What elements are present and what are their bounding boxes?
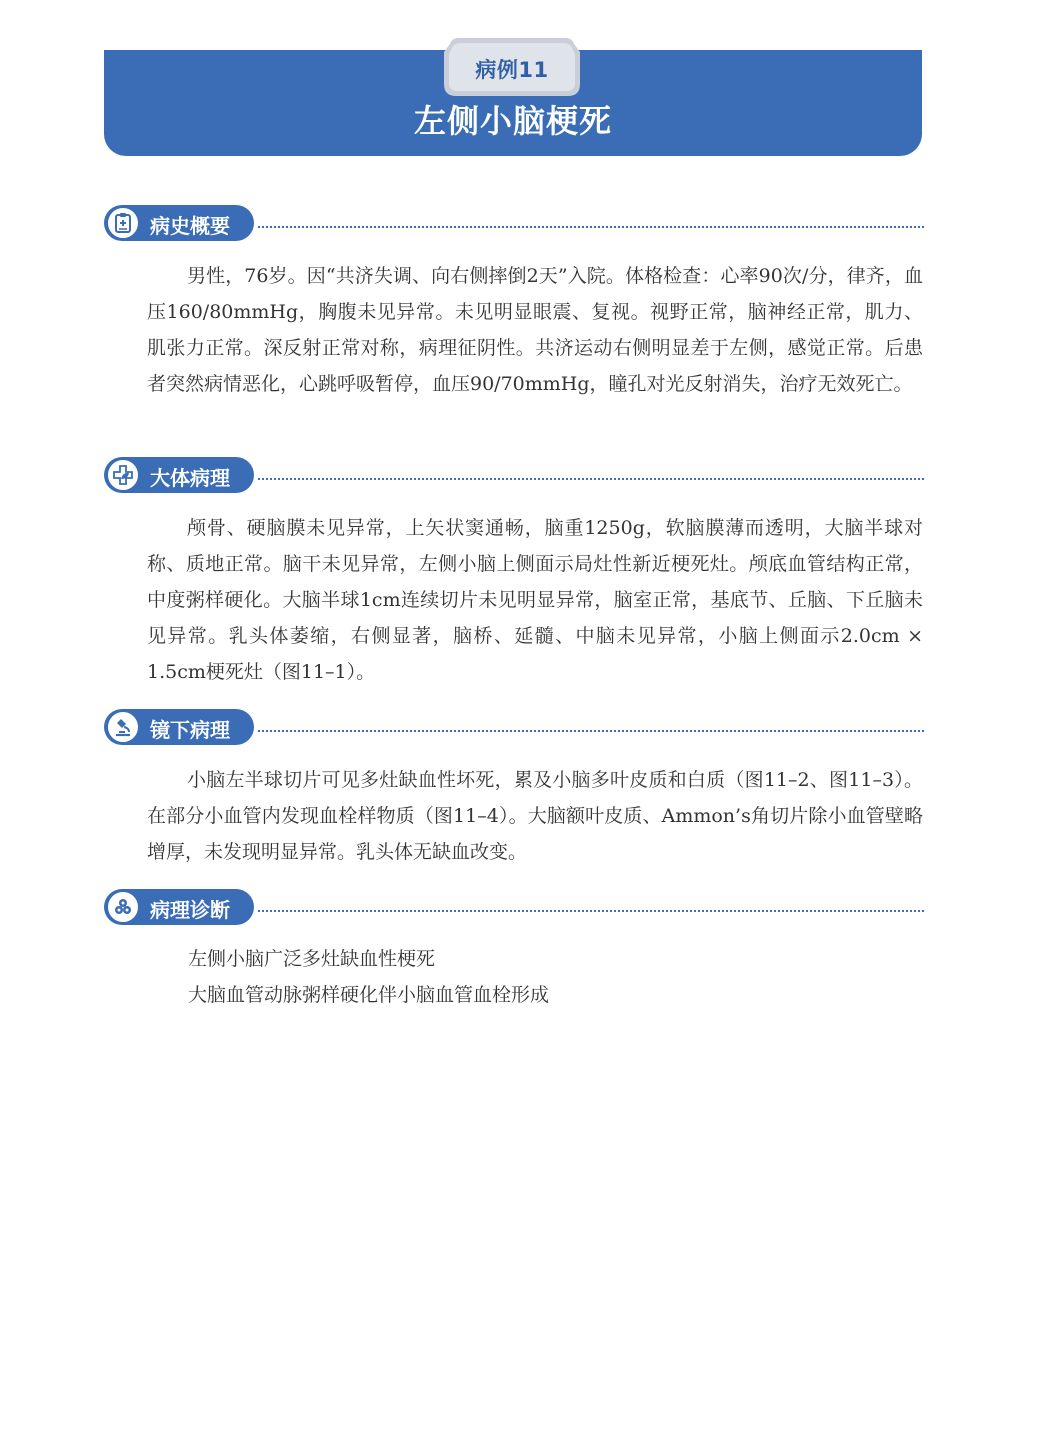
diagnosis-line: 左侧小脑广泛多灶缺血性梗死 bbox=[188, 948, 436, 970]
section-header-gross-pathology bbox=[104, 457, 924, 495]
section-header-diagnosis bbox=[104, 889, 924, 927]
microscopic-pathology-paragraph: 小脑左半球切片可见多灶缺血性坏死，累及小脑多叶皮质和白质（图11–2、图11–3）。在部分小血管内发现血栓样物质（图11–4）。大脑额叶皮质、Ammon’s角切片除小血管壁略增厚，未发现明显异常。乳头体无缺血改变。 bbox=[147, 769, 923, 863]
dotted-divider bbox=[258, 730, 924, 732]
dotted-divider bbox=[258, 910, 924, 912]
case-number-tab bbox=[444, 38, 580, 96]
section-title: 镜下病理 bbox=[150, 718, 230, 742]
section-header-microscopic-pathology bbox=[104, 709, 924, 747]
section-pill bbox=[104, 889, 254, 925]
section-title: 大体病理 bbox=[150, 466, 230, 490]
molecule-icon bbox=[106, 890, 140, 924]
medical-leaf-icon bbox=[106, 458, 140, 492]
clipboard-icon bbox=[106, 206, 140, 240]
section-pill bbox=[104, 709, 254, 745]
section-title: 病理诊断 bbox=[150, 898, 230, 922]
section-header-history bbox=[104, 205, 924, 243]
section-title: 病史概要 bbox=[150, 214, 230, 238]
section-pill bbox=[104, 205, 254, 241]
gross-pathology-paragraph: 颅骨、硬脑膜未见异常，上矢状窦通畅，脑重1250g，软脑膜薄而透明，大脑半球对称、质地正常。脑干未见异常，左侧小脑上侧面示局灶性新近梗死灶。颅底血管结构正常，中度粥样硬化。大脑半球1cm连续切片未见明显异常，脑室正常，基底节、丘脑、下丘脑未见异常。乳头体萎缩，右侧显著，脑桥、延髓、中脑未见异常，小脑上侧面示2.0cm × 1.5cm梗死灶（图11–1）。 bbox=[147, 517, 923, 683]
page-title: 左侧小脑梗死 bbox=[413, 102, 612, 140]
case-number-label: 病例11 bbox=[475, 58, 549, 82]
history-paragraph: 男性，76岁。因“共济失调、向右侧摔倒2天”入院。体格检查：心率90次/分，律齐，血压160/80mmHg，胸腹未见异常。未见明显眼震、复视。视野正常，脑神经正常，肌力、肌张力正常。深反射正常对称，病理征阴性。共济运动右侧明显差于左侧，感觉正常。后患者突然病情恶化，心跳呼吸暂停，血压90/70mmHg，瞳孔对光反射消失，治疗无效死亡。 bbox=[147, 265, 923, 395]
section-pill bbox=[104, 457, 254, 493]
microscope-icon bbox=[106, 710, 140, 744]
diagnosis-line: 大脑血管动脉粥样硬化伴小脑血管血栓形成 bbox=[188, 984, 550, 1006]
dotted-divider bbox=[258, 226, 924, 228]
dotted-divider bbox=[258, 478, 924, 480]
